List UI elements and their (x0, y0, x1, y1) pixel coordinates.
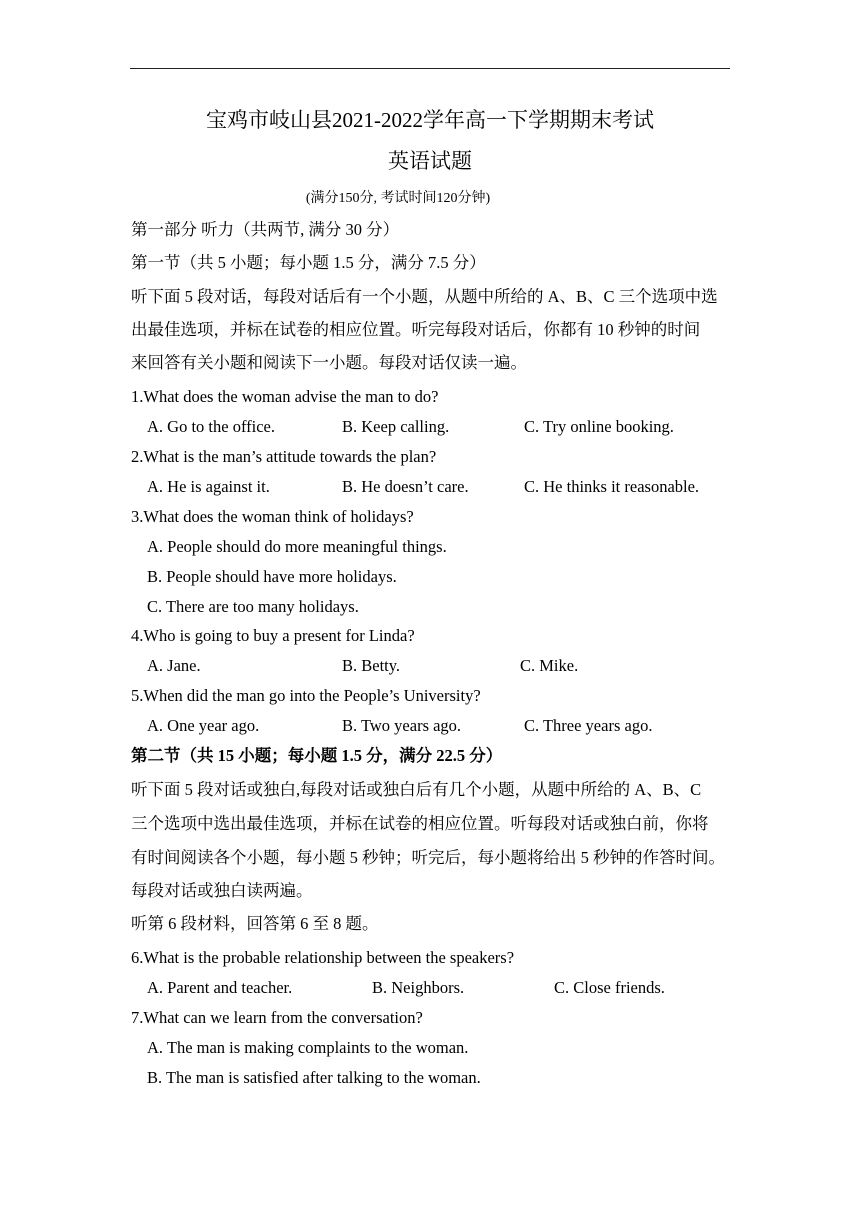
part1-heading: 第一部分 听力（共两节, 满分 30 分） (131, 220, 400, 239)
question-7-option-a: A. The man is making complaints to the woman. (147, 1038, 469, 1057)
question-3-option-b: B. People should have more holidays. (147, 567, 397, 586)
question-3-option-c: C. There are too many holidays. (147, 597, 359, 616)
section2-instructions-line-4: 每段对话或独白读两遍。 (131, 881, 313, 900)
question-6-option-b: B. Neighbors. (372, 978, 465, 997)
exam-title: 宝鸡市岐山县2021-2022学年高一下学期期末考试 (206, 108, 654, 132)
question-4-option-a: A. Jane. (147, 656, 201, 675)
question-6-stem: 6.What is the probable relationship between the speakers? (131, 948, 515, 967)
question-2-option-a: A. He is against it. (147, 477, 270, 496)
question-5-option-b: B. Two years ago. (342, 716, 462, 735)
question-1-option-b: B. Keep calling. (342, 417, 450, 436)
question-2-option-c: C. He thinks it reasonable. (524, 477, 700, 496)
question-7-stem: 7.What can we learn from the conversation? (131, 1008, 423, 1027)
exam-subtitle: 英语试题 (388, 149, 472, 173)
section2-instructions-line-3: 有时间阅读各个小题，每小题 5 秒钟；听完后，每小题将给出 5 秒钟的作答时间。 (131, 848, 725, 867)
question-5-option-c: C. Three years ago. (524, 716, 653, 735)
question-4-stem: 4.Who is going to buy a present for Linda? (131, 626, 415, 645)
score-time-note: (满分150分, 考试时间120分钟) (305, 191, 491, 206)
question-1-option-c: C. Try online booking. (524, 417, 674, 436)
question-1-stem: 1.What does the woman advise the man to do? (131, 387, 439, 406)
question-2-option-b: B. He doesn’t care. (342, 477, 469, 496)
question-5-option-a: A. One year ago. (147, 716, 260, 735)
section2-instructions-line-2: 三个选项中选出最佳选项，并标在试卷的相应位置。听每段对话或独白前，你将 (131, 814, 709, 833)
section2-heading: 第二节（共 15 小题；每小题 1.5 分，满分 22.5 分） (131, 746, 503, 765)
section1-instructions-line-3: 来回答有关小题和阅读下一小题。每段对话仅读一遍。 (131, 353, 527, 372)
question-4-option-b: B. Betty. (342, 656, 401, 675)
question-7-option-b: B. The man is satisfied after talking to the woman. (147, 1068, 481, 1087)
question-3-option-a: A. People should do more meaningful things. (147, 537, 447, 556)
material-6-note: 听第 6 段材料，回答第 6 至 8 题。 (131, 914, 379, 933)
question-5-stem: 5.When did the man go into the People’s University? (131, 686, 481, 705)
section1-heading: 第一节（共 5 小题；每小题 1.5 分，满分 7.5 分） (131, 253, 486, 272)
section1-instructions-line-1: 听下面 5 段对话，每段对话后有一个小题，从题中所给的 A、B、C 三个选项中选 (131, 287, 718, 306)
question-6-option-c: C. Close friends. (554, 978, 665, 997)
question-1-option-a: A. Go to the office. (147, 417, 275, 436)
section2-instructions-line-1: 听下面 5 段对话或独白,每段对话或独白后有几个小题，从题中所给的 A、B、C (131, 780, 702, 799)
top-rule (130, 68, 730, 69)
question-6-option-a: A. Parent and teacher. (147, 978, 293, 997)
question-3-stem: 3.What does the woman think of holidays? (131, 507, 414, 526)
question-4-option-c: C. Mike. (520, 656, 579, 675)
question-2-stem: 2.What is the man’s attitude towards the plan? (131, 447, 437, 466)
section1-instructions-line-2: 出最佳选项，并标在试卷的相应位置。听完每段对话后，你都有 10 秒钟的时间 (131, 320, 701, 339)
